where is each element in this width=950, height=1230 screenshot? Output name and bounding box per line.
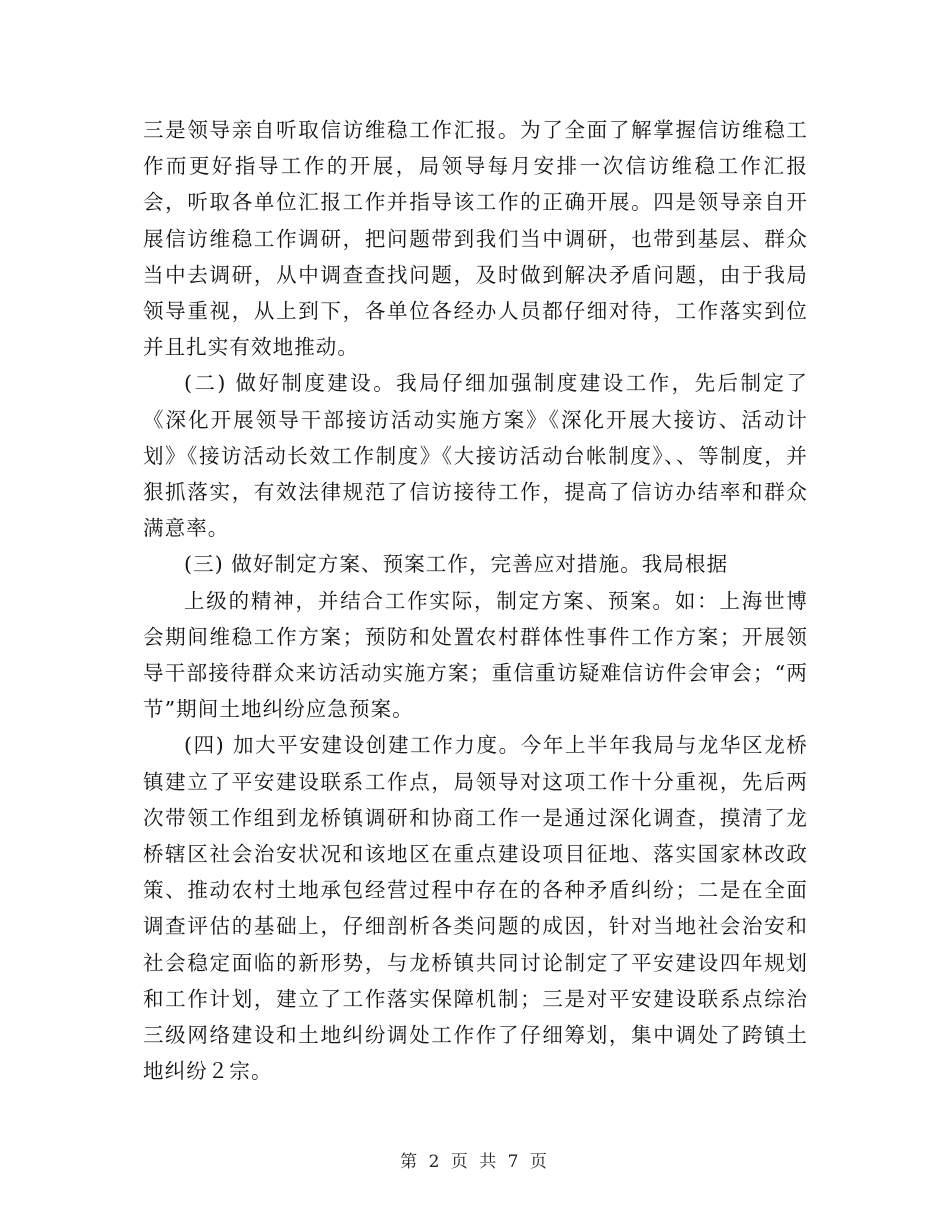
paragraph-plans-heading: (三) 做好制定方案、预案工作，完善应对措施。我局根据 [184,552,729,577]
paragraph-system-building: (二) 做好制度建设。我局仔细加强制度建设工作，先后制定了《深化开展领导干部接访活动实施方案》《深化开展大接访、活动计划》《接访活动长效工作制度》《大接访活动台帐制度》、、等制度，并狠抓落实，有效法律规范了信访接待工作，提高了信访办结率和群众满意率。 [143,371,808,541]
paragraph-safety-construction: (四) 加大平安建设创建工作力度。今年上半年我局与龙华区龙桥镇建立了平安建设联系工作点，局领导对这项工作十分重视，先后两次带领工作组到龙桥镇调研和协商工作一是通过深化调查，摸清了龙桥辖区社会治安状况和该地区在重点建设项目征地、落实国家林改政策、推动农村土地承包经营过程中存在的各种矛盾纠纷；二是在全面调查评估的基础上，仔细剖析各类问题的成因，针对当地社会治安和社会稳定面临的新形势，与龙桥镇共同讨论制定了平安建设四年规划和工作计划，建立了工作落实保障机制；三是对平安建设联系点综治三级网络建设和土地纠纷调处工作作了仔细筹划，集中调处了跨镇土地纠纷２宗。 [143,733,808,1084]
document-body [143,112,808,1089]
page-number-footer: 第 2 页 共 7 页 [400,1152,550,1172]
paragraph-plans-detail: 上级的精神，并结合工作实际，制定方案、预案。如：上海世博会期间维稳工作方案；预防和处置农村群体性事件工作方案；开展领导干部接待群众来访活动实施方案；重信重访疑难信访件会审会；“两节”期间土地纠纷应急预案。 [143,588,808,722]
paragraph-leadership-report: 三是领导亲自听取信访维稳工作汇报。为了全面了解掌握信访维稳工作而更好指导工作的开展，局领导每月安排一次信访维稳工作汇报会，听取各单位汇报工作并指导该工作的正确开展。四是领导亲自开展信访维稳工作调研，把问题带到我们当中调研，也带到基层、群众当中去调研，从中调查查找问题，及时做到解决矛盾问题，由于我局领导重视，从上到下，各单位各经办人员都仔细对待，工作落实到位并且扎实有效地推动。 [143,118,808,360]
